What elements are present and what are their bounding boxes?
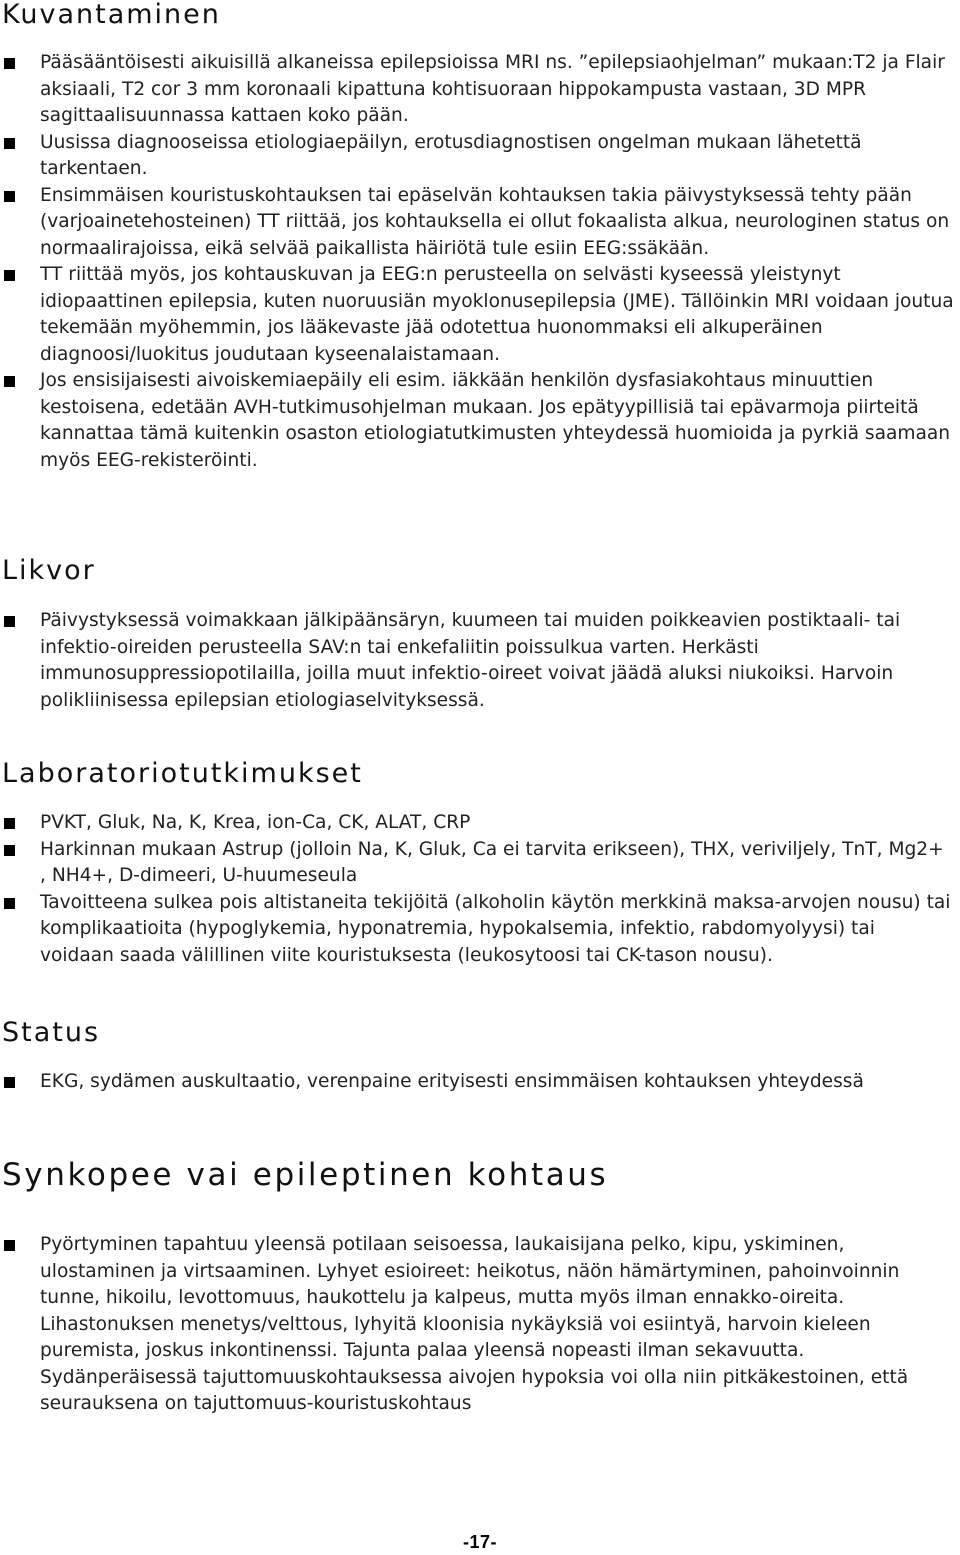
list-item: Ensimmäisen kouristuskohtauksen tai epäselvän kohtauksen takia päivystyksessä tehty pään (varjoainetehosteinen) TT riittää, jos kohtauksella ei ollut fokaalista alkua, neurologinen status on normaalirajoissa, eikä selvää paikallista häiriötä tule esiin EEG:ssäkään.	[0, 183, 960, 263]
list-item: TT riittää myös, jos kohtauskuvan ja EEG:n perusteella on selvästi kyseessä yleistynyt idiopaattinen epilepsia, kuten nuoruusiän myoklonusepilepsia (JME). Tällöinkin MRI voidaan joutua tekemään myöhemmin, jos lääkevaste jää odotettua huonommaksi eli alkuperäinen diagnoosi/luokitus joudutaan kyseenalaistamaan.	[0, 262, 960, 368]
bullet-list	[0, 50, 960, 474]
section-heading: Status	[2, 1017, 101, 1048]
bullet-list	[0, 1069, 960, 1096]
square-bullet-icon	[4, 191, 15, 202]
section-kuvantaminen	[0, 0, 960, 474]
section-likvor	[0, 556, 960, 714]
square-bullet-icon	[4, 1240, 15, 1251]
section-laboratoriotutkimukset	[0, 759, 960, 969]
bullet-list	[0, 1232, 960, 1418]
list-item: Pyörtyminen tapahtuu yleensä potilaan seisoessa, laukaisijana pelko, kipu, yskiminen, ulostaminen ja virtsaaminen. Lyhyet esioireet: heikotus, näön hämärtyminen, pahoinvoinnin tunne, hikoilu, levottomuus, haukottelu ja kalpeus, mutta myös ilman ennakko-oireita. Lihastonuksen menetys/velttous, lyhyitä kloonisia nykäyksiä voi esiintyä, harvoin kieleen puremista, joskus inkontinenssi. Tajunta palaa yleensä nopeasti ilman sekavuutta. Sydänperäisessä tajuttomuuskohtauksessa aivojen hypoksia voi olla niin pitkäkestoinen, että seurauksena on tajuttomuus-kouristuskohtaus	[0, 1232, 960, 1418]
square-bullet-icon	[4, 376, 15, 387]
bullet-list	[0, 608, 960, 714]
section-heading: Kuvantaminen	[2, 0, 221, 30]
list-item: Harkinnan mukaan Astrup (jolloin Na, K, Gluk, Ca ei tarvita erikseen), THX, veriviljely, TnT, Mg2+ , NH4+, D-dimeeri, U-huumeseula	[0, 837, 960, 890]
square-bullet-icon	[4, 270, 15, 281]
section-synkopee	[0, 1158, 960, 1418]
bullet-list	[0, 810, 960, 969]
page-number: -17-	[462, 1532, 497, 1552]
page-footer	[0, 1532, 960, 1553]
section-status	[0, 1018, 960, 1096]
list-item: Pääsääntöisesti aikuisillä alkaneissa epilepsioissa MRI ns. ”epilepsiaohjelman” mukaan:T2 ja Flair aksiaali, T2 cor 3 mm koronaali kipattuna kohtisuoraan hippokampusta vastaan, 3D MPR sagittaalisuunnassa kattaen koko pään.	[0, 50, 960, 130]
section-heading: Laboratoriotutkimukset	[2, 758, 363, 789]
square-bullet-icon	[4, 138, 15, 149]
list-item: EKG, sydämen auskultaatio, verenpaine erityisesti ensimmäisen kohtauksen yhteydessä	[0, 1069, 960, 1096]
list-item: Uusissa diagnooseissa etiologiaepäilyn, erotusdiagnostisen ongelman mukaan lähetettä tarkentaen.	[0, 130, 960, 183]
list-item: Päivystyksessä voimakkaan jälkipäänsäryn, kuumeen tai muiden poikkeavien postiktaali- tai infektio-oireiden perusteella SAV:n tai enkefaliitin poissulkua varten. Herkästi immunosuppressiopotilailla, joilla muut infektio-oireet voivat jäädä aluksi niukoiksi. Harvoin polikliinisessa epilepsian etiologiaselvityksessä.	[0, 608, 960, 714]
list-item: PVKT, Gluk, Na, K, Krea, ion-Ca, CK, ALAT, CRP	[0, 810, 960, 837]
square-bullet-icon	[4, 1077, 15, 1088]
list-item: Jos ensisijaisesti aivoiskemiaepäily eli esim. iäkkään henkilön dysfasiakohtaus minuuttien kestoisena, edetään AVH-tutkimusohjelman mukaan. Jos epätyypillisiä tai epävarmoja piirteitä kannattaa tämä kuitenkin osaston etiologiatutkimusten yhteydessä huomioida ja pyrkiä saamaan myös EEG-rekisteröinti.	[0, 368, 960, 474]
square-bullet-icon	[4, 818, 15, 829]
square-bullet-icon	[4, 898, 15, 909]
section-heading: Synkopee vai epileptinen kohtaus	[2, 1157, 609, 1193]
square-bullet-icon	[4, 616, 15, 627]
list-item: Tavoitteena sulkea pois altistaneita tekijöitä (alkoholin käytön merkkinä maksa-arvojen nousu) tai komplikaatioita (hypoglykemia, hyponatremia, hypokalsemia, infektio, rabdomyolyysi) tai voidaan saada välillinen viite kouristuksesta (leukosytoosi tai CK-tason nousu).	[0, 890, 960, 970]
square-bullet-icon	[4, 58, 15, 69]
square-bullet-icon	[4, 845, 15, 856]
section-heading: Likvor	[2, 555, 96, 586]
